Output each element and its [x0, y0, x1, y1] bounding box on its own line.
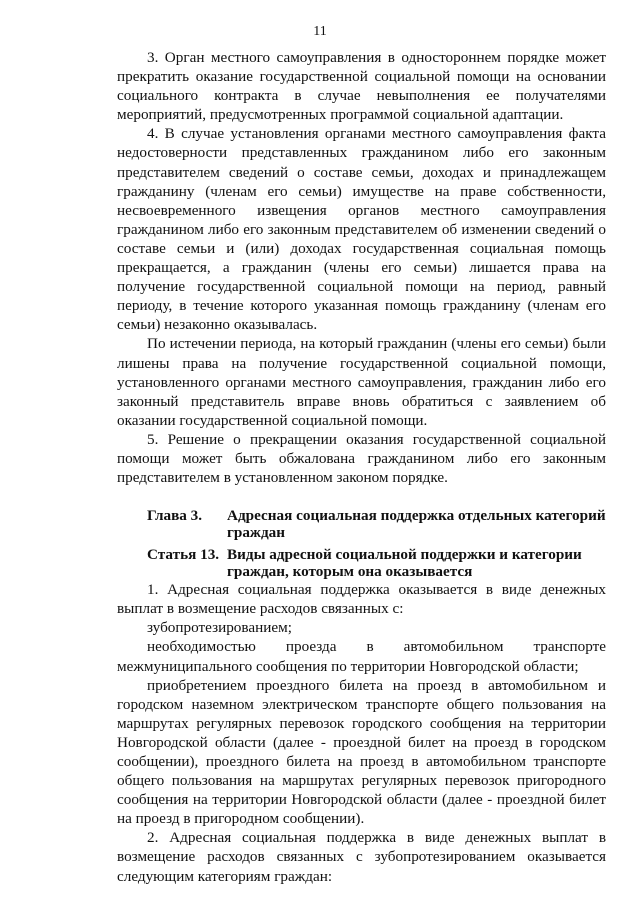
- article-heading: [117, 547, 606, 580]
- document-body: [117, 48, 606, 886]
- list-item-travel-ticket: приобретением проездного билета на проезд в автомобильном и городском наземном электрическом транспорте общего пользования на маршрутах регулярных перевозок городского сообщения на территории Новгородской области (далее - проездной билет на проезд в городском сообщении), проездного билета на проезд в автомобильном транспорте общего пользования на маршрутах регулярных перевозок пригородного сообщения на территории Новгородской области (далее - проездной билет на проезд в пригородном сообщении).: [117, 676, 606, 828]
- paragraph-article-13-clause-1: 1. Адресная социальная поддержка оказывается в виде денежных выплат в возмещение расходов связанных с:: [117, 581, 606, 618]
- paragraph-article-13-clause-2: 2. Адресная социальная поддержка в виде денежных выплат в возмещение расходов связанных с зубопротезированием оказывается следующим категориям граждан:: [117, 829, 606, 885]
- list-item-dental: зубопротезированием;: [147, 619, 292, 637]
- paragraph-clause-5: 5. Решение о прекращении оказания государственной социальной помощи может быть обжалована гражданином либо его законным представителем в установленном законом порядке.: [117, 430, 606, 487]
- list-item-intermunicipal-travel: необходимостью проезда в автомобильном транспорте межмуниципального сообщения по территории Новгородской области;: [117, 638, 606, 675]
- page-number: 11: [313, 24, 327, 39]
- chapter-label: Глава 3.: [147, 507, 203, 525]
- paragraph-clause-3: 3. Орган местного самоуправления в одностороннем порядке может прекратить оказание государственной социальной помощи на основании социального контракта в случае невыполнения ее получателями мероприятий, предусмотренных программой социальной адаптации.: [117, 49, 606, 124]
- chapter-heading: [117, 508, 606, 541]
- article-title: Виды адресной социальной поддержки и категории граждан, которым она оказывается: [227, 546, 582, 580]
- article-label: Статья 13.: [147, 546, 220, 564]
- paragraph-clause-4: 4. В случае установления органами местного самоуправления факта недостоверности представленных гражданином либо его законным представителем сведений о составе семьи, доходах и принадлежащем гражданину (членам его семьи) имуществе на праве собственности, несвоевременного извещения органов местного самоуправления гражданином либо его законным представителем об изменении сведений о составе семьи и (или) доходах государственная социальная помощь прекращается, а гражданин (члены его семьи) лишается права на получение государственной социальной помощи на период, равный периоду, в течение которого указанная помощь гражданину (членам его семьи) незаконно оказывалась.: [117, 125, 606, 334]
- paragraph-period-expiry: По истечении периода, на который гражданин (члены его семьи) были лишены права на получение государственной социальной помощи, установленного органами местного самоуправления, гражданин либо его законный представитель вправе вновь обратиться с заявлением об оказании государственной социальной помощи.: [117, 335, 606, 429]
- chapter-title: Адресная социальная поддержка отдельных категорий граждан: [227, 507, 606, 541]
